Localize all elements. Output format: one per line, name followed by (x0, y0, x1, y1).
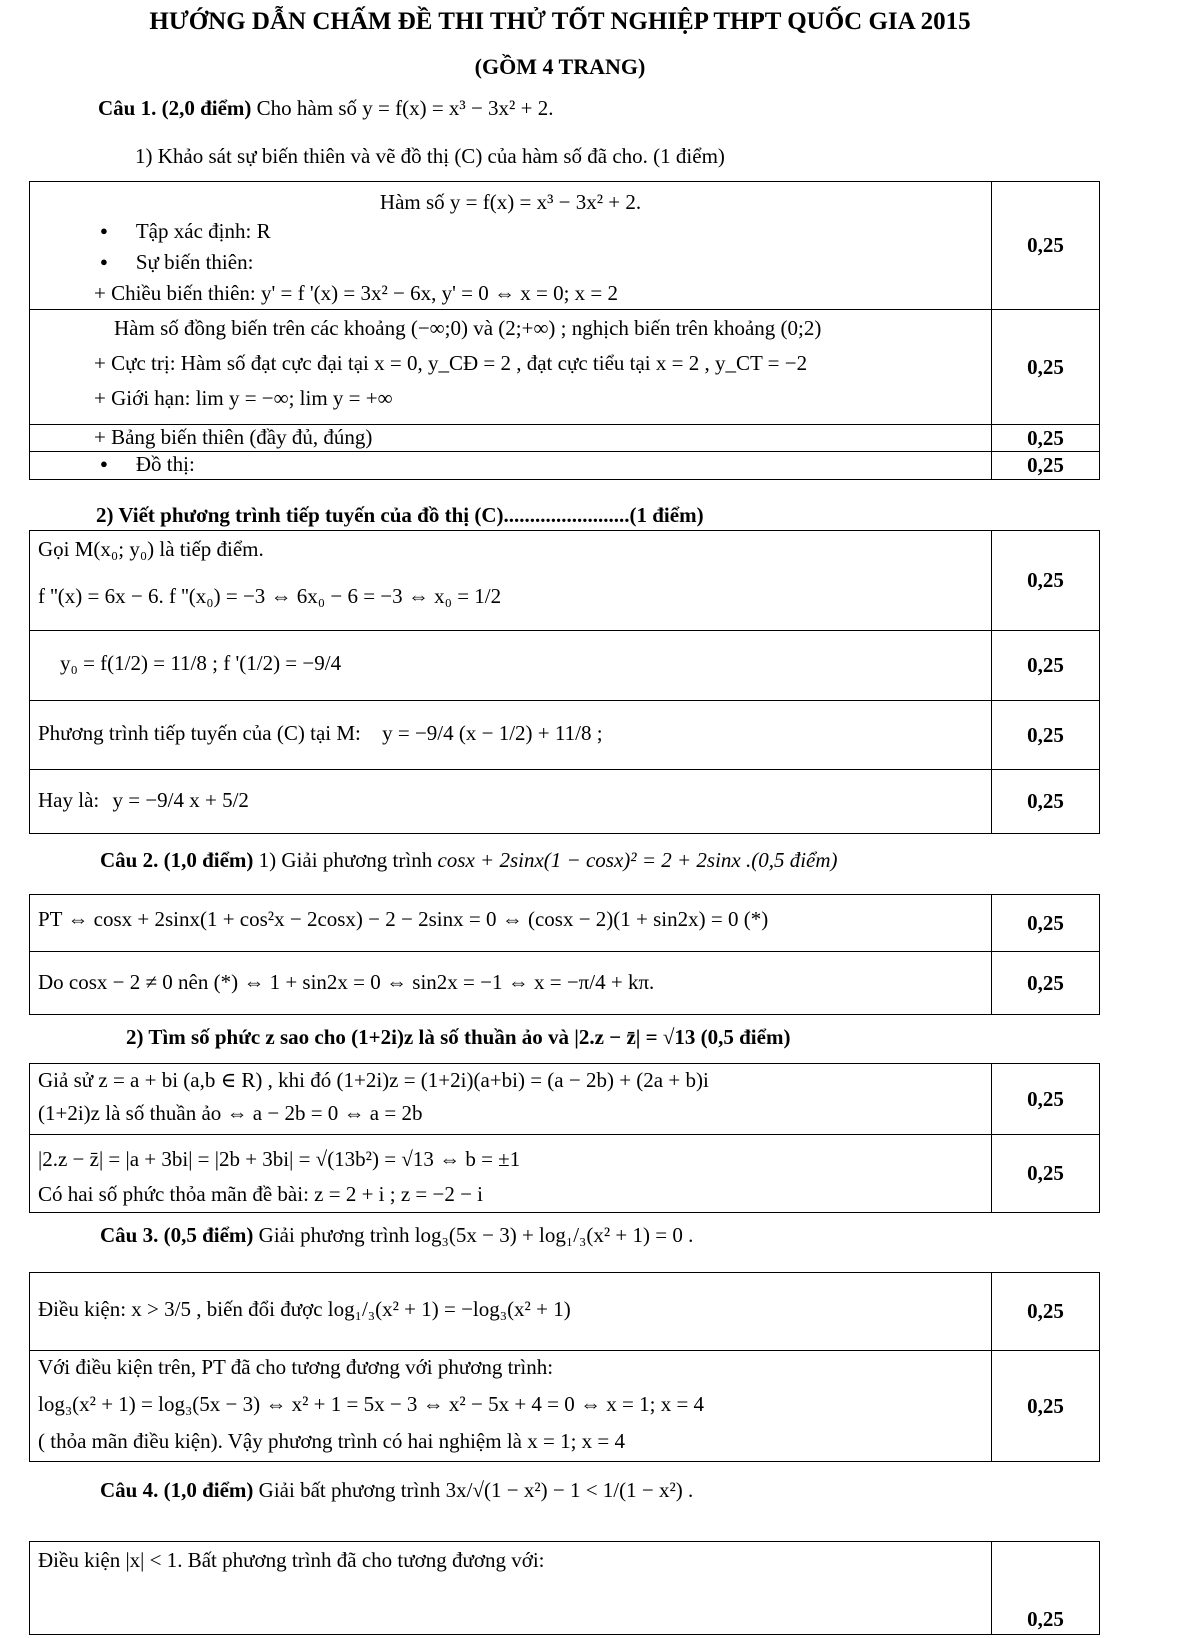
modulus-line: |2.z − z̄| = |a + 3bi| = |2b + 3bi| = √(13b²) = √13 ⇔ b = ±1 (38, 1147, 521, 1171)
value-line: y₀ = f(1/2) = 11/8 ; f '(1/2) = −9/4 (60, 651, 342, 675)
score-cell: 0,25 (992, 310, 1100, 425)
condition-line: Điều kiện: x > 3/5 , biến đổi được log₁/₃(x² + 1) = −log₃(x² + 1) (38, 1297, 571, 1321)
score-cell: 0,25 (992, 182, 1100, 310)
table-cell (30, 770, 992, 834)
function-statement: Hàm số y = f(x) = x³ − 3x² + 2. (379, 190, 642, 214)
solution-line: Do cosx − 2 ≠ 0 nên (*) ⇔ 1 + sin2x = 0 ⇔ sin2x = −1 ⇔ x = −π/4 + kπ. (38, 970, 655, 994)
score-cell: 0,25 (992, 1273, 1100, 1351)
table-cell (30, 895, 992, 952)
factorization-line: PT ⇔ cosx + 2sinx(1 + cos²x − 2cosx) − 2 − 2sinx = 0 ⇔ (cosx − 2)(1 + sin2x) = 0 (*) (38, 907, 769, 931)
score-cell: 0,25 (992, 770, 1100, 834)
conclusion-line: ( thỏa mãn điều kiện). Vậy phương trình có hai nghiệm là x = 1; x = 4 (38, 1429, 626, 1453)
table-cell (30, 531, 992, 631)
score-cell: 0,25 (992, 1351, 1100, 1462)
q2-part1-text: 1) Giải phương trình (258, 848, 433, 872)
domain-item: ● Tập xác định: R (38, 217, 983, 248)
q3-intro: Giải phương trình log₃(5x − 3) + log₁/₃(x² + 1) = 0 . (258, 1223, 694, 1247)
table-cell (30, 1351, 992, 1462)
score-cell: 0,25 (992, 895, 1100, 952)
q1-part2-table (29, 530, 1100, 834)
table-cell (30, 1273, 992, 1351)
q3-table (29, 1272, 1100, 1462)
simplified-label: Hay là: (38, 788, 100, 812)
table-cell (30, 310, 992, 425)
graph-item: ● Đồ thị: (38, 452, 983, 479)
q2-part1-table (29, 894, 1100, 1015)
tangent-equation-label: Phương trình tiếp tuyến của (C) tại M: (38, 721, 361, 745)
second-derivative-line: f ''(x) = 6x − 6. f ''(x₀) = −3 ⇔ 6x₀ − 6 = −3 ⇔ x₀ = 1/2 (38, 584, 502, 608)
score-cell: 0,25 (992, 701, 1100, 770)
extrema-line: + Cực trị: Hàm số đạt cực đại tại x = 0, y_CĐ = 2 , đạt cực tiểu tại x = 2 , y_CT = −2 (94, 351, 808, 375)
table-cell (30, 1135, 992, 1213)
variation-item: ● Sự biến thiên: (38, 248, 983, 279)
q2-part2-table (29, 1063, 1100, 1213)
simplified-equation: y = −9/4 x + 5/2 (112, 788, 249, 812)
q1-intro: Cho hàm số y = f(x) = x³ − 3x² + 2. (256, 96, 554, 120)
score-cell: 0,25 (992, 531, 1100, 631)
q1-part1-heading: 1) Khảo sát sự biến thiên và vẽ đồ thị (C) của hàm số đã cho. (1 điểm) (135, 144, 725, 168)
table-cell (30, 425, 992, 452)
table-cell (30, 182, 992, 310)
document-title: HƯỚNG DẪN CHẤM ĐỀ THI THỬ TỐT NGHIỆP THPT QUỐC GIA 2015 (149, 8, 971, 35)
table-cell (30, 701, 992, 770)
q4-table (29, 1541, 1100, 1635)
limit-line: + Giới hạn: lim y = −∞; lim y = +∞ (94, 386, 393, 410)
q1-heading (98, 96, 553, 121)
score-cell: 0,25 (992, 1542, 1100, 1635)
q2-part2-heading: 2) Tìm số phức z sao cho (1+2i)z là số thuần ảo và |2.z − z̄| = √13 (0,5 điểm) (126, 1025, 791, 1049)
q2-label: Câu 2. (1,0 điểm) (100, 848, 254, 872)
result-line: Có hai số phức thỏa mãn đề bài: z = 2 + i ; z = −2 − i (38, 1182, 484, 1206)
equivalence-line: Với điều kiện trên, PT đã cho tương đương với phương trình: (38, 1355, 554, 1379)
q4-intro: Giải bất phương trình 3x/√(1 − x²) − 1 < 1/(1 − x²) . (258, 1478, 694, 1502)
table-cell (30, 631, 992, 701)
score-cell: 0,25 (992, 425, 1100, 452)
variation-table-line: + Bảng biến thiên (đầy đủ, đúng) (94, 425, 373, 449)
q2-equation: cosx + 2sinx(1 − cosx)² = 2 + 2sinx .(0,5 điểm) (437, 848, 838, 872)
table-cell (30, 452, 992, 480)
q1-part2-heading: 2) Viết phương trình tiếp tuyến của đồ thị (C)........................(1 điểm) (96, 503, 704, 527)
pure-imaginary-line: (1+2i)z là số thuần ảo ⇔ a − 2b = 0 ⇔ a = 2b (38, 1101, 423, 1125)
table-cell (30, 952, 992, 1015)
score-cell: 0,25 (992, 1135, 1100, 1213)
score-cell: 0,25 (992, 1064, 1100, 1135)
score-cell: 0,25 (992, 452, 1100, 480)
table-cell (30, 1064, 992, 1135)
monotonic-line: Hàm số đồng biến trên các khoảng (−∞;0) và (2;+∞) ; nghịch biến trên khoảng (0;2) (114, 316, 822, 340)
derivative-line: + Chiều biến thiên: y' = f '(x) = 3x² − 6x, y' = 0 ⇔ x = 0; x = 2 (94, 281, 619, 305)
q4-condition-line: Điều kiện |x| < 1. Bất phương trình đã cho tương đương với: (38, 1548, 545, 1572)
tangent-equation: y = −9/4 (x − 1/2) + 11/8 ; (382, 721, 603, 745)
q3-label: Câu 3. (0,5 điểm) (100, 1223, 254, 1247)
q2-heading (100, 848, 838, 873)
score-cell: 0,25 (992, 952, 1100, 1015)
q4-heading (100, 1478, 693, 1503)
q4-label: Câu 4. (1,0 điểm) (100, 1478, 254, 1502)
table-cell (30, 1542, 992, 1635)
tangent-point-line: Gọi M(x₀; y₀) là tiếp điểm. (38, 537, 264, 561)
page-count: (GỒM 4 TRANG) (474, 54, 646, 79)
q3-heading (100, 1223, 693, 1248)
q1-part1-table (29, 181, 1100, 480)
q1-label: Câu 1. (2,0 điểm) (98, 96, 252, 120)
score-cell: 0,25 (992, 631, 1100, 701)
complex-assumption-line: Giả sử z = a + bi (a,b ∈ R) , khi đó (1+2i)z = (1+2i)(a+bi) = (a − 2b) + (2a + b)i (38, 1068, 709, 1092)
log-solution-line: log₃(x² + 1) = log₃(5x − 3) ⇔ x² + 1 = 5x − 3 ⇔ x² − 5x + 4 = 0 ⇔ x = 1; x = 4 (38, 1392, 705, 1416)
